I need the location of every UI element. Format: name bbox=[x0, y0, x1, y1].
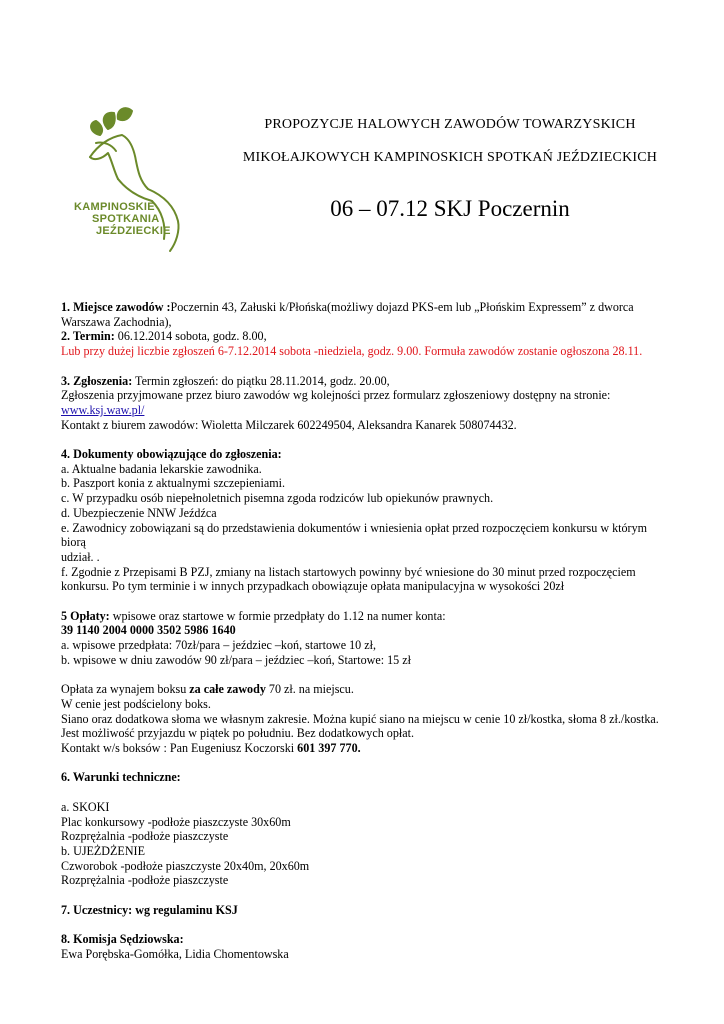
tech-item-1: a. SKOKI bbox=[61, 799, 110, 814]
box-fee bbox=[61, 682, 671, 697]
box-note-3: Jest możliwość przyjazdu w piątek po południu. Bez dodatkowych opłat. bbox=[61, 726, 414, 741]
tech-item-4: b. UJEŻDŻENIE bbox=[61, 843, 145, 858]
title-line-1: PROPOZYCJE HALOWYCH ZAWODÓW TOWARZYSKICH bbox=[264, 117, 636, 132]
doc-item-f: f. Zgodnie z Przepisami B PZJ, zmiany na listach startowych powinny być wniesione do 30 minut przed rozpoczęciem bbox=[61, 564, 636, 579]
section-1-label: 1. Miejsce zawodów : bbox=[61, 300, 171, 314]
section-3-label: 3. Zgłoszenia: bbox=[61, 373, 133, 388]
fee-a: a. wpisowe przedpłata: 70zł/para – jeździec –koń, startowe 10 zł, bbox=[61, 638, 376, 653]
section-2 bbox=[61, 329, 671, 344]
doc-item-f-cont: konkursu. Po tym terminie i w innych przypadkach obowiązuje opłata manipulacyjna w wysokości 20zł bbox=[61, 579, 565, 594]
section-1-text2: Warszawa Zachodnia), bbox=[61, 314, 172, 329]
doc-item-e-cont: udział. . bbox=[61, 549, 100, 564]
doc-item-a: a. Aktualne badania lekarskie zawodnika. bbox=[61, 461, 262, 476]
logo-line3: JEŹDZIECKIE bbox=[96, 225, 171, 237]
box-fee-post: 70 zł. na miejscu. bbox=[265, 682, 354, 697]
section-1 bbox=[61, 300, 671, 315]
doc-item-e: e. Zawodnicy zobowiązani są do przedstawienia dokumentów i wniesienia opłat przed rozpoczęciem konkursu w którym biorą bbox=[61, 520, 648, 550]
tech-item-2: Plac konkursowy -podłoże piaszczyste 30x60m bbox=[61, 814, 291, 829]
doc-item-b: b. Paszport konia z aktualnymi szczepieniami. bbox=[61, 476, 286, 491]
section-3-contact: Kontakt z biurem zawodów: Wioletta Milczarek 602249504, Aleksandra Kanarek 508074432. bbox=[61, 417, 517, 432]
bank-account-number: 39 1140 2004 0000 3502 5986 1640 bbox=[61, 623, 236, 638]
section-3 bbox=[61, 374, 671, 389]
section-6-label: 6. Warunki techniczne: bbox=[61, 770, 181, 785]
fee-b: b. wpisowe w dniu zawodów 90 zł/para – jeździec –koń, Startowe: 15 zł bbox=[61, 652, 411, 667]
box-contact-phone: 601 397 770. bbox=[297, 741, 361, 756]
section-3-text: Termin zgłoszeń: do piątku 28.11.2014, godz. 20.00, bbox=[132, 373, 390, 388]
doc-item-c: c. W przypadku osób niepełnoletnich pisemna zgoda rodziców lub opiekunów prawnych. bbox=[61, 491, 494, 506]
tech-item-6: Rozprężalnia -podłoże piaszczyste bbox=[61, 873, 229, 888]
section-8-label: 8. Komisja Sędziowska: bbox=[61, 932, 184, 947]
doc-item-d: d. Ubezpieczenie NNW Jeźdźca bbox=[61, 505, 217, 520]
section-2-label: 2. Termin: bbox=[61, 329, 115, 344]
section-1-text: Poczernin 43, Załuski k/Płońska(możliwy dojazd PKS-em lub „Płońskim Expressem” z dworca bbox=[170, 300, 634, 314]
box-fee-pre: Opłata za wynajem boksu bbox=[61, 682, 190, 697]
kampinoskie-logo bbox=[70, 105, 210, 255]
section-2-red-note: Lub przy dużej liczbie zgłoszeń 6-7.12.2014 sobota -niedziela, godz. 9.00. Formuła zawodów zostanie ogłoszona 28.11. bbox=[61, 344, 643, 359]
event-dates-heading: 06 – 07.12 SKJ Poczernin bbox=[330, 196, 570, 221]
section-4-label: 4. Dokumenty obowiązujące do zgłoszenia: bbox=[61, 447, 282, 461]
section-5 bbox=[61, 609, 671, 624]
judges-names: Ewa Porębska-Gomółka, Lidia Chomentowska bbox=[61, 946, 289, 961]
box-note-1: W cenie jest podścielony boks. bbox=[61, 696, 211, 711]
section-5-label: 5 Opłaty: bbox=[61, 608, 110, 623]
section-2-text: 06.12.2014 sobota, godz. 8.00, bbox=[114, 329, 267, 344]
section-3-line2: Zgłoszenia przyjmowane przez biuro zawodów wg kolejności przez formularz zgłoszeniowy dostępny na stronie: bbox=[61, 388, 611, 403]
logo-line1: KAMPINOSKIE bbox=[74, 201, 155, 213]
title-line-2: MIKOŁAJKOWYCH KAMPINOSKICH SPOTKAŃ JEŹDZIECKICH bbox=[242, 150, 658, 165]
box-contact bbox=[61, 741, 671, 756]
ksj-website-link[interactable]: www.ksj.waw.pl/ bbox=[61, 402, 145, 417]
document-body bbox=[61, 300, 671, 962]
box-contact-text: Kontakt w/s boksów : Pan Eugeniusz Koczorski bbox=[61, 741, 298, 756]
section-5-text: wpisowe oraz startowe w formie przedpłaty do 1.12 na numer konta: bbox=[109, 608, 446, 623]
section-7-label: 7. Uczestnicy: wg regulaminu KSJ bbox=[61, 902, 238, 917]
tech-item-3: Rozprężalnia -podłoże piaszczyste bbox=[61, 829, 229, 844]
logo-line2: SPOTKANIA bbox=[92, 213, 160, 225]
box-note-2: Siano oraz dodatkowa słoma we własnym zakresie. Można kupić siano na miejscu w cenie 10 zł/kostka, słoma 8 zł./kostka. bbox=[61, 711, 659, 726]
box-fee-bold: za całe zawody bbox=[189, 682, 266, 697]
tech-item-5: Czworobok -podłoże piaszczyste 20x40m, 20x60m bbox=[61, 858, 310, 873]
